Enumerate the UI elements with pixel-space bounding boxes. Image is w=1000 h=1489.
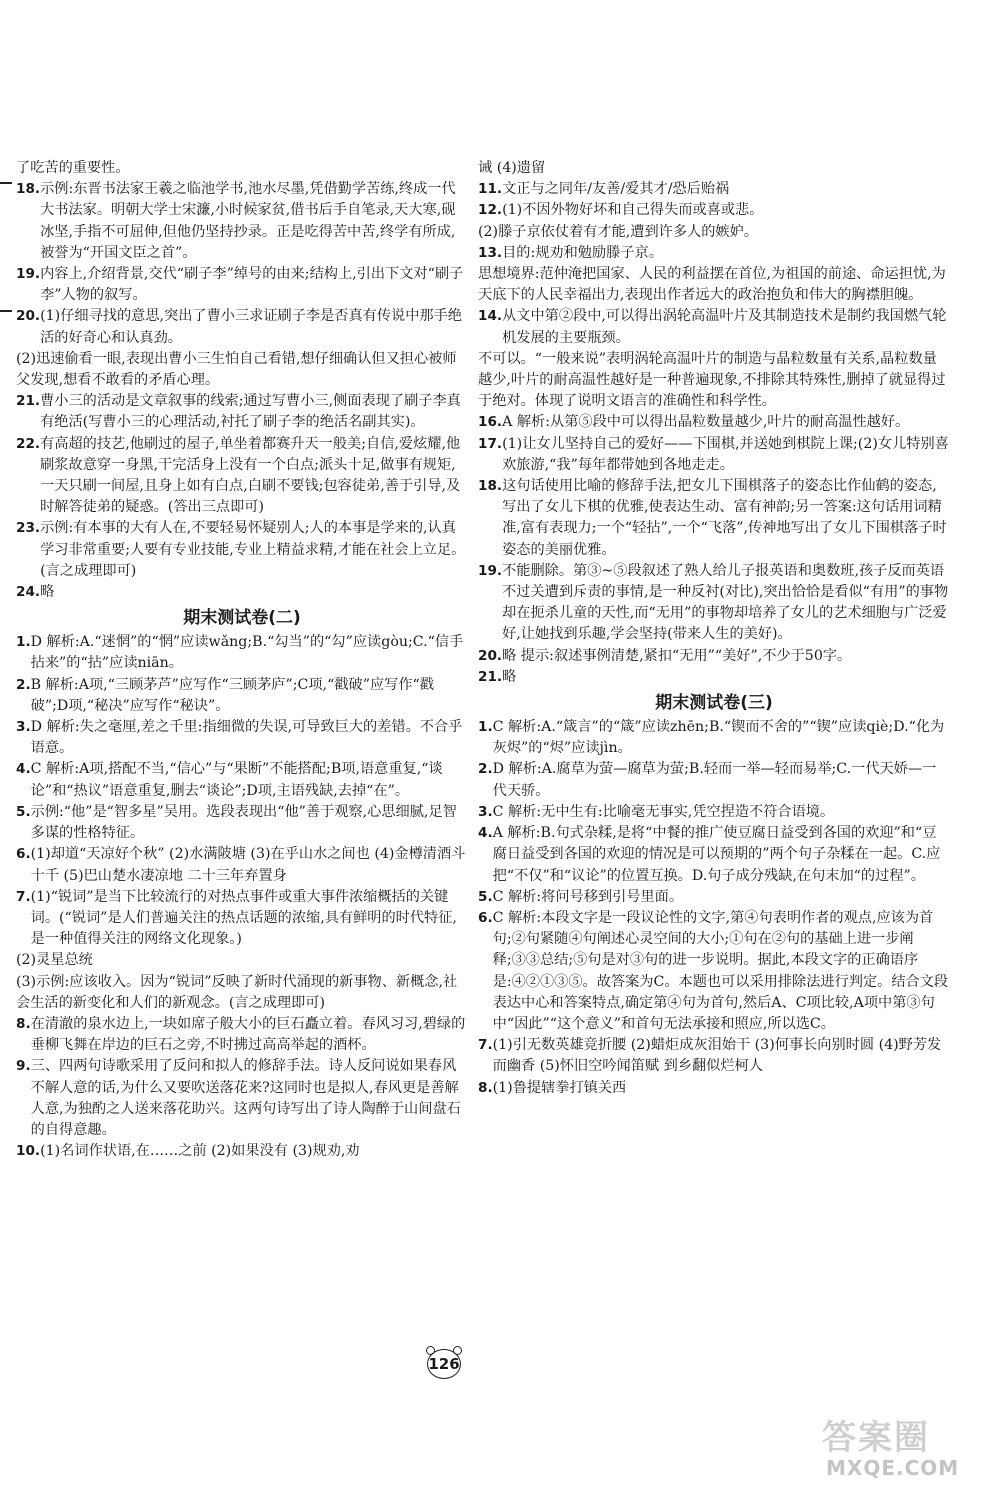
answer-text: A 解析:B.句式杂糅,是将“中餐的推广使豆腐日益受到各国的欢迎”和“豆腐日益受到各国的欢迎的情况是可以预期的”两个句子杂糅在一起。C.应把“不仅”和“议论”的位置互换。D.句子成分残缺,在句末加“的过程”。 <box>492 825 941 884</box>
answer-item <box>478 802 950 823</box>
answer-item <box>478 476 950 561</box>
answer-text: C 解析:将问号移到引号里面。 <box>492 888 684 905</box>
answer-text: (1)仔细寻找的意思,突出了曹小三求证刷子李是否真有传说中那手绝活的好奇心和认真劲。 <box>40 308 462 346</box>
answer-number: 21. <box>16 393 41 410</box>
answer-item <box>16 582 468 603</box>
answer-item <box>478 823 950 887</box>
answer-item <box>16 1056 468 1141</box>
answer-number: 18. <box>478 478 503 495</box>
answer-number: 1. <box>16 634 31 651</box>
answer-number: 1. <box>478 719 493 736</box>
answer-text: 示例:有本事的大有人在,不要轻易怀疑别人;人的本事是学来的,认真学习非常重要;人要有专业技能,专业上精益求精,才能在社会上立足。(言之成理即可) <box>40 520 466 579</box>
section-title: 期末测试卷(三) <box>655 693 773 714</box>
answer-continuation: (3)示例:应该收入。因为“锐词”反映了新时代涌现的新事物、新概念,社会生活的新变化和人们的新观念。(言之成理即可) <box>16 973 458 1011</box>
answer-text: (1)却道“天凉好个秋” (2)水满陂塘 (3)在乎山水之间也 (4)金樽清酒斗十千 (5)巴山楚水凄凉地 二十三年弃置身 <box>30 846 466 884</box>
answer-text: D 解析:A.“迷惘”的“惘”应读wǎng;B.“勾当”的“勾”应读gòu;C.“信手拈来”的“拈”应读niān。 <box>30 634 464 672</box>
answer-continuation: 了吃苦的重要性。 <box>16 160 130 176</box>
answer-text: (1)不因外物好坏和自己得失而或喜或悲。 <box>502 202 764 219</box>
answer-item <box>478 1035 950 1077</box>
answer-number: 23. <box>16 520 41 537</box>
answer-number: 16. <box>478 414 503 431</box>
answer-number: 8. <box>16 1015 31 1032</box>
answer-number: 12. <box>478 202 503 219</box>
answer-text: C 解析:无中生有:比喻毫无事实,凭空捏造不符合语境。 <box>492 803 835 820</box>
answer-item <box>16 1141 468 1162</box>
answer-text: (1)让女儿坚持自己的爱好——下围棋,并送她到棋院上课;(2)女儿特别喜欢旅游,“我”每年都带她到各地走走。 <box>502 435 949 473</box>
section-title: 期末测试卷(二) <box>183 608 301 629</box>
answer-item <box>16 1014 468 1056</box>
answer-text: A 解析:从第⑤段中可以得出晶粒数量越少,叶片的耐高温性越好。 <box>502 414 910 431</box>
answer-text: 示例:“他”是“智多星”吴用。选段表现出“他”善于观察,心思细腻,足智多谋的性格特征。 <box>30 803 457 842</box>
answer-number: 17. <box>478 435 503 452</box>
answer-text: 目的:规劝和勉励滕子京。 <box>502 244 663 261</box>
answer-item <box>478 887 950 908</box>
left-column <box>16 158 468 1162</box>
answer-item <box>478 243 950 264</box>
answer-text: 这句话使用比喻的修辞手法,把女儿下围棋落子的姿态比作仙鹤的姿态,写出了女儿下棋的优雅,使表达生动、富有神韵;另一答案:这句话用词精准,富有表现力;一个“轻拈”,一个“飞落”,传神地写出了女儿下围棋落子时姿态的美丽优雅。 <box>502 478 947 558</box>
answer-text: D 解析:A.腐草为萤—腐草为萤;B.轻而一举—轻而易举;C.一代天娇—一代天骄。 <box>492 761 937 799</box>
answer-text: C 解析:A项,搭配不当,“信心”与“果断”不能搭配;B项,语意重复,“谈论”和“热议”语意重复,删去“谈论”;D项,主语残缺,去掉“在”。 <box>30 761 443 799</box>
answer-item <box>478 1078 950 1099</box>
answer-text: (1)引无数英雄竞折腰 (2)蜡炬成灰泪始干 (3)何事长向别时圆 (4)野芳发而幽香 (5)怀旧空吟闻笛赋 到乡翻似烂柯人 <box>492 1037 942 1075</box>
answer-number: 11. <box>478 181 503 198</box>
answer-item <box>478 434 950 476</box>
answer-text: B 解析:A项,“三顾茅芦”应写作“三顾茅庐”;C项,“戳破”应写作“戳破”;D项,“秘决”应写作“秘诀”。 <box>30 676 434 714</box>
answer-item <box>16 632 468 674</box>
answer-item <box>478 667 950 688</box>
watermark-logo: 答案圈 <box>822 1418 930 1458</box>
answer-item <box>16 179 468 264</box>
answer-number: 4. <box>478 825 493 842</box>
answer-number: 13. <box>478 244 503 261</box>
answer-item <box>16 391 468 433</box>
answer-text: 在清澈的泉水边上,一块如席子般大小的巨石矗立着。春风习习,碧绿的垂柳飞舞在岸边的巨石之旁,不时拂过高高举起的酒杯。 <box>30 1015 466 1054</box>
answer-text: (1)名词作状语,在……之前 (2)如果没有 (3)规劝,劝 <box>40 1143 360 1160</box>
answer-number: 24. <box>16 584 41 601</box>
margin-marker <box>0 182 12 184</box>
answer-item <box>478 717 950 759</box>
answer-number: 18. <box>16 181 41 198</box>
answer-item <box>16 887 468 951</box>
answer-text: 示例:东晋书法家王羲之临池学书,池水尽墨,凭借勤学苦练,终成一代大书法家。明朝大学士宋濂,小时候家贫,借书后手自笔录,天大寒,砚冰坚,手指不可屈伸,但他仍坚持抄录。正是吃得苦中苦,终学有所成,被誉为“开国文臣之首”。 <box>40 181 456 261</box>
watermark-site: MXQE.COM <box>826 1456 960 1480</box>
answer-text: (1)“锐词”是当下比较流行的对热点事件或重大事件浓缩概括的关键词。(“锐词”是人们普遍关注的热点话题的浓缩,具有鲜明的时代特征,是一种值得关注的网络文化现象。) <box>30 888 457 948</box>
answer-item <box>16 518 468 582</box>
answer-number: 4. <box>16 761 31 778</box>
answer-number: 10. <box>16 1143 41 1160</box>
answer-number: 6. <box>16 846 31 863</box>
answer-item <box>16 844 468 886</box>
answer-text: D 解析:失之毫厘,差之千里:指细微的失误,可导致巨大的差错。不合乎语意。 <box>30 719 463 757</box>
answer-number: 2. <box>16 676 31 693</box>
answer-item <box>478 179 950 200</box>
page-number: 126 <box>428 1355 460 1373</box>
answer-number: 20. <box>16 308 41 325</box>
answer-continuation: (2)迅速偷看一眼,表现出曹小三生怕自己看错,想仔细确认但又担心被师父发现,想看不敢看的矛盾心理。 <box>16 350 457 389</box>
answer-item <box>478 412 950 433</box>
answer-continuation: (2)灵星总统 <box>16 952 93 969</box>
answer-number: 5. <box>16 803 31 820</box>
answer-number: 19. <box>16 266 41 283</box>
answer-item <box>16 434 468 519</box>
answer-number: 8. <box>478 1079 493 1096</box>
answer-text: 略 <box>40 584 55 601</box>
answer-item <box>16 717 468 759</box>
answer-text: C 解析:A.“箴言”的“箴”应读zhēn;B.“锲而不舍的”“锲”应读qiè;D.“化为灰烬”的“烬”应读jìn。 <box>492 719 945 757</box>
watermark <box>822 1410 994 1484</box>
answer-item <box>478 646 950 667</box>
answer-text: C 解析:本段文字是一段议论性的文字,第④句表明作者的观点,应该为首句;②句紧随④句阐述心灵空间的大小;①句在②句的基础上进一步阐释;③③总结;⑤句是对③句的进一步说明。据此,本段文字的正确语序是:④②①③⑤。故答案为C。本题也可以采用排除法进行判定。结合文段表达中心和答案特点,确定第④句为首句,然后A、C项比较,A项中第③句中“因此”“这个意义”和首句无法承接和照应,所以选C。 <box>492 909 949 1032</box>
answer-text: 略 提示:叙述事例清楚,紧扣“无用”“美好”,不少于50字。 <box>502 647 852 664</box>
answer-item <box>478 200 950 221</box>
answer-number: 6. <box>478 909 493 926</box>
answer-item <box>16 759 468 801</box>
answer-text: 文正与之同年/友善/爱其才/恐后贻祸 <box>502 181 730 198</box>
margin-marker <box>0 310 12 312</box>
answer-item <box>16 675 468 717</box>
answer-continuation: 诫 (4)遗留 <box>478 160 546 176</box>
answer-item <box>478 306 950 348</box>
answer-item <box>478 759 950 801</box>
answer-continuation: 不可以。“一般来说”表明涡轮高温叶片的制造与晶粒数量有关系,晶粒数量越少,叶片的耐高温性越好是一种普遍现象,不排除其特殊性,删掉了就显得过于绝对。体现了说明文语言的准确性和科学性。 <box>478 350 946 410</box>
answer-continuation: (2)滕子京依仗着有才能,遭到许多人的嫉妒。 <box>478 223 758 240</box>
answer-number: 7. <box>478 1037 493 1054</box>
answer-number: 14. <box>478 308 503 325</box>
answer-item <box>16 306 468 348</box>
answer-text: 有高超的技艺,他刷过的屋子,单坐着都赛升天一般美;自信,爱炫耀,他刷浆故意穿一身黑,干完活身上没有一个白点;派头十足,做事有规矩,一天只刷一间屋,且身上如有白点,白刷不要钱;包容徒弟,善于引导,及时解答徒弟的疑惑。(答出三点即可) <box>40 435 461 516</box>
answer-number: 7. <box>16 888 31 905</box>
answer-number: 3. <box>16 719 31 736</box>
answer-item <box>478 908 950 1035</box>
answer-number: 3. <box>478 803 493 820</box>
right-column <box>478 158 950 1099</box>
answer-text: 略 <box>502 668 517 685</box>
answer-item <box>16 802 468 844</box>
answer-number: 2. <box>478 761 493 778</box>
answer-number: 22. <box>16 435 41 452</box>
answer-text: 三、四两句诗歌采用了反问和拟人的修辞手法。诗人反问说如果春风不解人意的话,为什么又要吹送落花来?这同时也是拟人,春风更是善解人意,为独酌之人送来落花助兴。这两句诗写出了诗人陶醉于山间盘石的自得意趣。 <box>30 1058 461 1138</box>
answer-text: 不能删除。第③~⑤段叙述了熟人给儿子报英语和奥数班,孩子反而英语不过关遭到斥责的事情,是一种反衬(对比),突出恰恰是看似“有用”的事物却在扼杀儿童的天性,而“无用”的事物却培养了女儿的艺术细胞与广泛爱好,让她找到乐趣,学会坚持(带来人生的美好)。 <box>502 562 949 643</box>
answer-number: 5. <box>478 888 493 905</box>
answer-continuation: 思想境界:范仲淹把国家、人民的利益摆在首位,为祖国的前途、命运担忧,为天底下的人民幸福出力,表现出作者远大的政治抱负和伟大的胸襟胆魄。 <box>478 266 946 304</box>
answer-text: (1)鲁提辖拳打镇关西 <box>492 1079 627 1096</box>
answer-number: 9. <box>16 1058 31 1075</box>
answer-item <box>478 561 950 646</box>
answer-text: 内容上,介绍背景,交代“刷子李”绰号的由来;结构上,引出下文对“刷子李”人物的叙写。 <box>40 266 464 304</box>
page-number-badge <box>424 1346 464 1380</box>
answer-item <box>16 264 468 306</box>
answer-number: 21. <box>478 668 503 685</box>
answer-number: 20. <box>478 647 503 664</box>
answer-text: 曹小三的活动是文章叙事的线索;通过写曹小三,侧面表现了刷子李真有绝活(写曹小三的心理活动,衬托了刷子李的绝活名副其实)。 <box>40 393 461 431</box>
answer-number: 19. <box>478 562 503 579</box>
answer-text: 从文中第②段中,可以得出涡轮高温叶片及其制造技术是制约我国燃气轮机发展的主要瓶颈。 <box>502 308 947 346</box>
